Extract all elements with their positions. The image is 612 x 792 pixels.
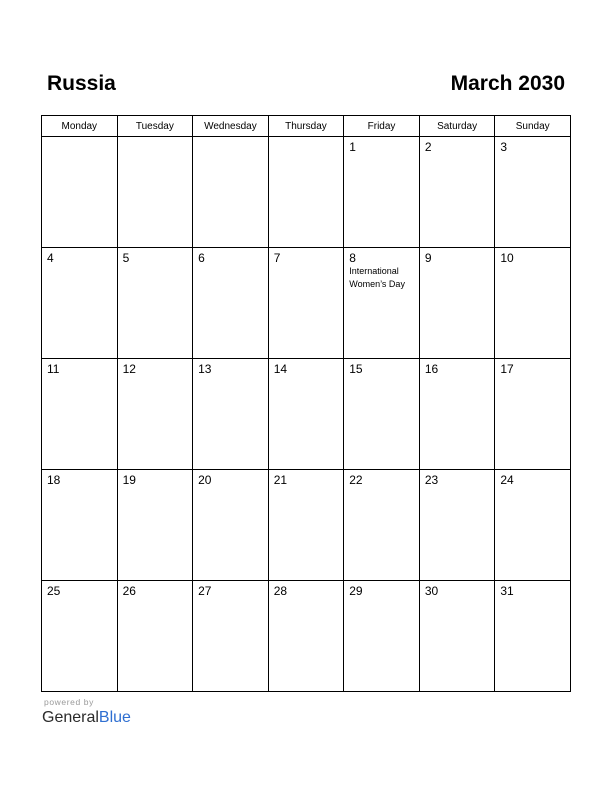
day-number: 23 xyxy=(424,473,439,487)
weekday-header: Sunday xyxy=(495,116,571,137)
day-cell xyxy=(193,137,269,248)
week-row xyxy=(42,359,571,470)
day-cell xyxy=(419,581,495,692)
day-cell xyxy=(193,470,269,581)
weekday-header: Wednesday xyxy=(193,116,269,137)
day-cell xyxy=(344,359,420,470)
day-number: 2 xyxy=(424,140,432,154)
month-year-title: March 2030 xyxy=(450,72,565,95)
country-title: Russia xyxy=(47,72,116,95)
day-cell xyxy=(117,581,193,692)
day-cell xyxy=(495,359,571,470)
day-number xyxy=(269,137,344,140)
holiday-label: International Women’s Day xyxy=(349,266,405,289)
day-number: 13 xyxy=(198,362,212,376)
day-number: 1 xyxy=(349,140,356,154)
day-cell xyxy=(495,137,571,248)
day-cell xyxy=(268,359,344,470)
day-cell xyxy=(268,248,344,359)
day-number: 30 xyxy=(424,584,439,598)
day-number: 3 xyxy=(500,140,508,154)
week-row xyxy=(42,470,571,581)
day-cell xyxy=(42,248,118,359)
day-number: 9 xyxy=(424,251,432,265)
day-cell xyxy=(193,581,269,692)
weekday-header: Thursday xyxy=(268,116,344,137)
day-cell xyxy=(268,470,344,581)
day-number: 6 xyxy=(198,251,205,265)
day-number: 16 xyxy=(424,362,439,376)
day-cell xyxy=(268,581,344,692)
day-cell xyxy=(419,137,495,248)
day-cell xyxy=(344,137,420,248)
week-row xyxy=(42,581,571,692)
day-number: 4 xyxy=(47,251,54,265)
day-cell-holiday xyxy=(344,248,420,359)
weekday-header: Friday xyxy=(344,116,420,137)
day-number: 29 xyxy=(349,584,363,598)
day-cell xyxy=(344,581,420,692)
week-row xyxy=(42,248,571,359)
day-cell xyxy=(42,470,118,581)
day-number: 11 xyxy=(47,362,60,376)
brand-general-text: General xyxy=(42,709,99,726)
day-number: 14 xyxy=(273,362,288,376)
brand-blue-text: Blue xyxy=(98,709,131,726)
day-number: 10 xyxy=(500,251,514,265)
day-cell xyxy=(117,248,193,359)
day-number: 31 xyxy=(500,584,514,598)
generalblue-logo xyxy=(42,708,131,728)
day-number: 21 xyxy=(273,473,288,487)
day-cell xyxy=(344,470,420,581)
day-cell xyxy=(495,248,571,359)
day-number: 28 xyxy=(273,584,288,598)
day-cell xyxy=(42,137,118,248)
day-cell xyxy=(117,359,193,470)
day-number: 12 xyxy=(122,362,136,376)
day-number: 7 xyxy=(273,251,281,265)
weekday-header: Tuesday xyxy=(117,116,193,137)
day-number: 17 xyxy=(500,362,514,376)
day-number xyxy=(193,137,268,140)
day-number: 20 xyxy=(198,473,212,487)
day-number: 5 xyxy=(122,251,130,265)
day-cell xyxy=(117,137,193,248)
day-number xyxy=(118,137,193,140)
week-row xyxy=(42,137,571,248)
day-number xyxy=(42,137,117,140)
day-number: 18 xyxy=(47,473,61,487)
day-cell xyxy=(268,137,344,248)
day-number: 25 xyxy=(47,584,61,598)
day-number: 26 xyxy=(122,584,136,598)
day-cell xyxy=(117,470,193,581)
day-number: 27 xyxy=(198,584,212,598)
weekday-header: Monday xyxy=(42,116,118,137)
day-cell xyxy=(42,581,118,692)
day-cell xyxy=(495,470,571,581)
day-cell xyxy=(42,359,118,470)
day-cell xyxy=(193,359,269,470)
day-cell xyxy=(419,359,495,470)
day-cell xyxy=(193,248,269,359)
day-number: 15 xyxy=(349,362,363,376)
day-cell xyxy=(495,581,571,692)
day-number: 19 xyxy=(122,473,136,487)
powered-by-text: powered by xyxy=(44,697,94,707)
day-number: 8 xyxy=(349,251,356,265)
weekday-header: Saturday xyxy=(419,116,495,137)
weekday-header-row xyxy=(42,116,571,137)
day-number: 22 xyxy=(349,473,363,487)
day-cell xyxy=(419,248,495,359)
calendar-grid xyxy=(41,115,571,692)
day-cell xyxy=(419,470,495,581)
footer-branding xyxy=(42,697,131,728)
day-number: 24 xyxy=(500,473,514,487)
